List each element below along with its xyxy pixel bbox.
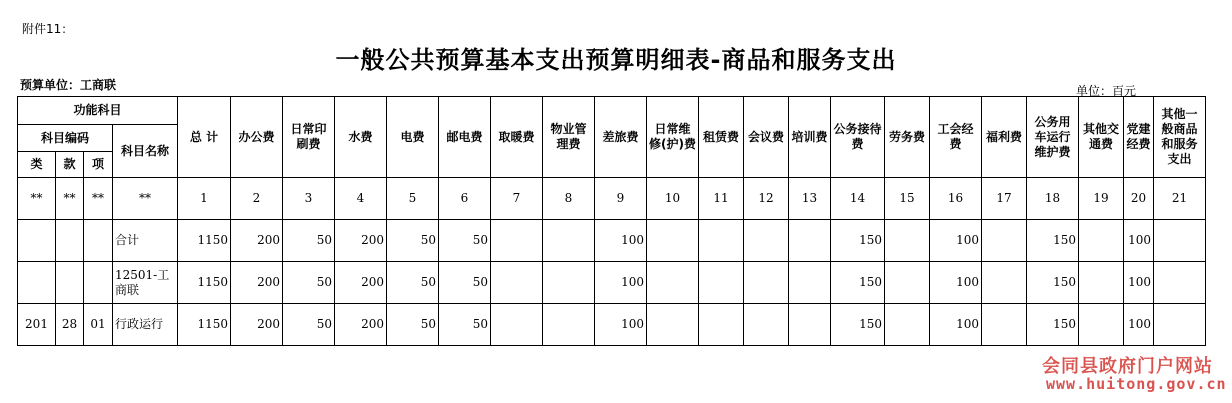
- value-cell: 1150: [178, 220, 231, 262]
- value-cell: [789, 220, 831, 262]
- lei-header: 类: [18, 152, 56, 178]
- col-header: 日常印刷费: [283, 97, 335, 178]
- index-cell: 2: [231, 178, 283, 220]
- value-cell: [491, 304, 543, 346]
- value-cell: [1079, 304, 1124, 346]
- value-cell: 200: [335, 262, 387, 304]
- value-cell: 200: [335, 304, 387, 346]
- value-cell: [699, 220, 744, 262]
- value-cell: [699, 304, 744, 346]
- col-header: 邮电费: [439, 97, 491, 178]
- col-header: 会议费: [744, 97, 789, 178]
- currency-unit-label: 单位：百元: [1076, 84, 1137, 98]
- subject-name-cell: 12501-工商联: [113, 262, 178, 304]
- value-cell: [647, 304, 699, 346]
- subject-name-cell: 合计: [113, 220, 178, 262]
- value-cell: 200: [231, 304, 283, 346]
- index-cell: 14: [831, 178, 885, 220]
- table-row: [18, 262, 1206, 304]
- value-cell: 200: [231, 262, 283, 304]
- index-cell: 15: [885, 178, 930, 220]
- index-cell: 6: [439, 178, 491, 220]
- value-cell: 100: [1124, 262, 1154, 304]
- value-cell: 100: [1124, 304, 1154, 346]
- col-header: 培训费: [789, 97, 831, 178]
- index-cell: **: [56, 178, 84, 220]
- value-cell: 50: [283, 262, 335, 304]
- value-cell: 50: [439, 220, 491, 262]
- value-cell: [789, 304, 831, 346]
- value-cell: [1154, 304, 1206, 346]
- index-cell: 12: [744, 178, 789, 220]
- value-cell: 50: [387, 220, 439, 262]
- index-cell: 18: [1027, 178, 1079, 220]
- index-cell: 10: [647, 178, 699, 220]
- attachment-label: 附件11：: [22, 22, 74, 36]
- value-cell: 50: [439, 262, 491, 304]
- col-header: 物业管理费: [543, 97, 595, 178]
- col-header: 其他交通费: [1079, 97, 1124, 178]
- index-cell: 9: [595, 178, 647, 220]
- xiang-cell: [84, 220, 113, 262]
- index-cell: 4: [335, 178, 387, 220]
- value-cell: 50: [439, 304, 491, 346]
- value-cell: 150: [831, 262, 885, 304]
- value-cell: 200: [335, 220, 387, 262]
- index-cell: 17: [982, 178, 1027, 220]
- watermark-url: www.huitong.gov.cn: [1046, 375, 1227, 393]
- value-cell: [885, 220, 930, 262]
- col-header: 党建经费: [1124, 97, 1154, 178]
- value-cell: 50: [387, 262, 439, 304]
- value-cell: [1079, 220, 1124, 262]
- xiang-header: 项: [84, 152, 113, 178]
- value-cell: [885, 304, 930, 346]
- value-cell: [1154, 262, 1206, 304]
- kuan-cell: [56, 220, 84, 262]
- index-row: [18, 178, 1206, 220]
- index-cell: 8: [543, 178, 595, 220]
- index-cell: 21: [1154, 178, 1206, 220]
- index-cell: 13: [789, 178, 831, 220]
- value-cell: 100: [1124, 220, 1154, 262]
- col-header: 福利费: [982, 97, 1027, 178]
- kuan-cell: [56, 262, 84, 304]
- value-cell: 1150: [178, 262, 231, 304]
- budget-unit-label: 预算单位：工商联: [20, 78, 117, 92]
- value-cell: 150: [831, 304, 885, 346]
- page-title: 一般公共预算基本支出预算明细表-商品和服务支出: [335, 46, 897, 74]
- subject-name-header: 科目名称: [113, 125, 178, 178]
- col-header: 劳务费: [885, 97, 930, 178]
- value-cell: [982, 220, 1027, 262]
- col-header: 取暖费: [491, 97, 543, 178]
- index-cell: **: [18, 178, 56, 220]
- expenditure-table: [17, 96, 1206, 346]
- kuan-header: 款: [56, 152, 84, 178]
- index-cell: 11: [699, 178, 744, 220]
- value-cell: 50: [387, 304, 439, 346]
- value-cell: 150: [1027, 262, 1079, 304]
- col-header: 总 计: [178, 97, 231, 178]
- value-cell: 1150: [178, 304, 231, 346]
- index-cell: **: [84, 178, 113, 220]
- value-cell: [647, 220, 699, 262]
- kuan-cell: 28: [56, 304, 84, 346]
- xiang-cell: [84, 262, 113, 304]
- value-cell: [744, 262, 789, 304]
- table-row: [18, 220, 1206, 262]
- value-cell: [543, 220, 595, 262]
- index-cell: 20: [1124, 178, 1154, 220]
- watermark-site-name: 会同县政府门户网站: [1042, 356, 1213, 377]
- value-cell: [543, 262, 595, 304]
- value-cell: [982, 262, 1027, 304]
- subject-code-header: 科目编码: [18, 125, 113, 152]
- value-cell: 150: [1027, 304, 1079, 346]
- value-cell: 200: [231, 220, 283, 262]
- subject-name-cell: 行政运行: [113, 304, 178, 346]
- index-cell: 5: [387, 178, 439, 220]
- value-cell: [885, 262, 930, 304]
- col-header: 公务接待费: [831, 97, 885, 178]
- lei-cell: [18, 262, 56, 304]
- lei-cell: 201: [18, 304, 56, 346]
- index-cell: 3: [283, 178, 335, 220]
- value-cell: [1154, 220, 1206, 262]
- value-cell: [744, 304, 789, 346]
- value-cell: [699, 262, 744, 304]
- value-cell: 100: [930, 262, 982, 304]
- index-cell: 7: [491, 178, 543, 220]
- index-cell: **: [113, 178, 178, 220]
- value-cell: 50: [283, 304, 335, 346]
- value-cell: 100: [930, 304, 982, 346]
- value-cell: [982, 304, 1027, 346]
- value-cell: 150: [1027, 220, 1079, 262]
- value-cell: [647, 262, 699, 304]
- index-cell: 19: [1079, 178, 1124, 220]
- value-cell: [491, 220, 543, 262]
- col-header: 公务用车运行维护费: [1027, 97, 1079, 178]
- col-header: 日常维修(护)费: [647, 97, 699, 178]
- index-cell: 1: [178, 178, 231, 220]
- col-header: 其他一般商品和服务支出: [1154, 97, 1206, 178]
- value-cell: 100: [595, 262, 647, 304]
- value-cell: [1079, 262, 1124, 304]
- value-cell: [789, 262, 831, 304]
- xiang-cell: 01: [84, 304, 113, 346]
- functional-subject-header: 功能科目: [18, 97, 178, 125]
- value-cell: [744, 220, 789, 262]
- col-header: 水费: [335, 97, 387, 178]
- value-cell: 100: [595, 304, 647, 346]
- col-header: 工会经费: [930, 97, 982, 178]
- col-header: 差旅费: [595, 97, 647, 178]
- col-header: 办公费: [231, 97, 283, 178]
- lei-cell: [18, 220, 56, 262]
- value-cell: 50: [283, 220, 335, 262]
- col-header: 电费: [387, 97, 439, 178]
- value-cell: 100: [930, 220, 982, 262]
- col-header: 租赁费: [699, 97, 744, 178]
- value-cell: [491, 262, 543, 304]
- value-cell: 100: [595, 220, 647, 262]
- table-row: [18, 304, 1206, 346]
- value-cell: 150: [831, 220, 885, 262]
- value-cell: [543, 304, 595, 346]
- index-cell: 16: [930, 178, 982, 220]
